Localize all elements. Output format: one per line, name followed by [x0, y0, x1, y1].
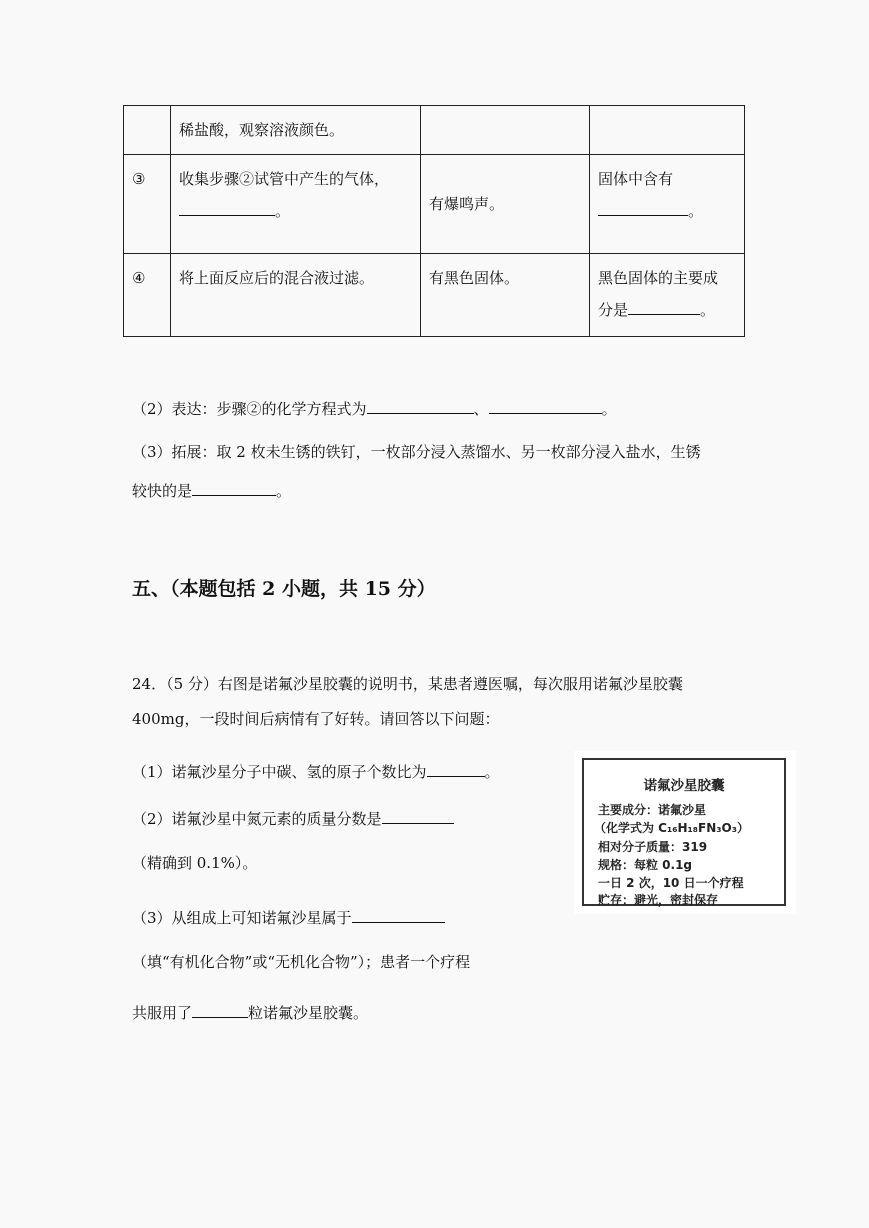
drug-label-title: 诺氟沙星胶囊 — [643, 778, 725, 794]
section-heading: 五、（本题包括 2 小题，共 15 分） — [132, 578, 436, 600]
answer-blank[interactable] — [352, 902, 445, 923]
punctuation: 、 — [473, 400, 489, 418]
step-cell: 将上面反应后的混合液过滤。 — [171, 254, 421, 337]
conclusion-answer-line — [598, 195, 736, 227]
question-text: （1）诺氟沙星分子中碳、氢的原子个数比为 — [132, 763, 427, 781]
answer-blank[interactable] — [598, 195, 688, 216]
question-24-part3-note: （填“有机化合物”或“无机化合物”）；患者一个疗程 — [132, 953, 471, 971]
question-text: 共服用了 — [132, 1004, 193, 1022]
answer-blank[interactable] — [192, 475, 276, 496]
answer-blank[interactable] — [179, 195, 275, 216]
drug-label-line: 主要成分：诺氟沙星 — [598, 803, 707, 817]
answer-blank[interactable] — [382, 803, 454, 824]
question-text: （3）从组成上可知诺氟沙星属于 — [132, 909, 352, 927]
phenomenon-cell — [421, 155, 590, 254]
question-text: 粒诺氟沙星胶囊。 — [248, 1004, 369, 1022]
question-24-line2: 400mg，一段时间后病情有了好转。请回答以下问题： — [132, 710, 500, 728]
question-text: （2）诺氟沙星中氮元素的质量分数是 — [132, 810, 382, 828]
step-number-cell: ④ — [124, 254, 171, 337]
phenomenon-cell — [421, 106, 590, 155]
step-cell: 稀盐酸，观察溶液颜色。 — [171, 106, 421, 155]
question-24-part3 — [132, 902, 445, 930]
conclusion-answer-line — [598, 294, 736, 326]
question-3-line1: （3）拓展：取 2 枚未生锈的铁钉，一枚部分浸入蒸馏水、另一枚部分浸入盐水，生锈 — [132, 443, 701, 461]
punctuation: 。 — [688, 202, 704, 220]
drug-label-image — [574, 751, 796, 914]
step-answer-line — [179, 195, 412, 227]
question-24-part1 — [132, 756, 500, 784]
table-row — [124, 155, 745, 254]
question-24-line1: 24．（5 分）右图是诺氟沙星胶囊的说明书，某患者遵医嘱，每次服用诺氟沙星胶囊 — [132, 675, 683, 693]
question-text: 较快的是 — [132, 482, 193, 500]
step-cell — [171, 155, 421, 254]
conclusion-text: 黑色固体的主要成 — [598, 269, 719, 287]
table-row — [124, 106, 745, 155]
question-24-part2-note: （精确到 0.1%）。 — [132, 854, 258, 872]
question-text: （2）表达：步骤②的化学方程式为 — [132, 400, 367, 418]
punctuation: 。 — [275, 202, 291, 220]
question-24-part2 — [132, 803, 454, 831]
punctuation: 。 — [601, 400, 617, 418]
conclusion-text: 固体中含有 — [598, 170, 674, 188]
punctuation: 。 — [484, 763, 500, 781]
drug-label-line: （化学式为 C₁₆H₁₈FN₃O₃） — [594, 821, 750, 835]
answer-blank[interactable] — [628, 294, 700, 315]
step-number-cell — [124, 106, 171, 155]
punctuation: 。 — [700, 301, 716, 319]
phenomenon-cell: 有黑色固体。 — [421, 254, 590, 337]
answer-blank[interactable] — [427, 756, 485, 777]
answer-blank[interactable] — [367, 393, 474, 414]
drug-label-line: 规格：每粒 0.1g — [598, 858, 693, 872]
experiment-table — [123, 105, 745, 337]
answer-blank[interactable] — [489, 393, 602, 414]
table-row — [124, 254, 745, 337]
conclusion-text: 分是 — [598, 301, 629, 319]
conclusion-cell — [590, 106, 745, 155]
step-text: 收集步骤②试管中产生的气体， — [179, 170, 390, 188]
drug-label-line: 贮存：避光，密封保存 — [598, 893, 719, 907]
conclusion-cell — [590, 254, 745, 337]
drug-label-frame — [582, 758, 786, 906]
answer-blank[interactable] — [192, 997, 248, 1018]
question-24-part4 — [132, 997, 368, 1025]
conclusion-cell — [590, 155, 745, 254]
question-3-line2 — [132, 475, 291, 503]
phenomenon-text: 有爆鸣声。 — [429, 195, 505, 213]
step-number-cell: ③ — [124, 155, 171, 254]
question-2 — [132, 393, 617, 421]
drug-label-line: 一日 2 次，10 日一个疗程 — [598, 876, 744, 890]
punctuation: 。 — [276, 482, 292, 500]
drug-label-line: 相对分子质量：319 — [598, 840, 708, 854]
